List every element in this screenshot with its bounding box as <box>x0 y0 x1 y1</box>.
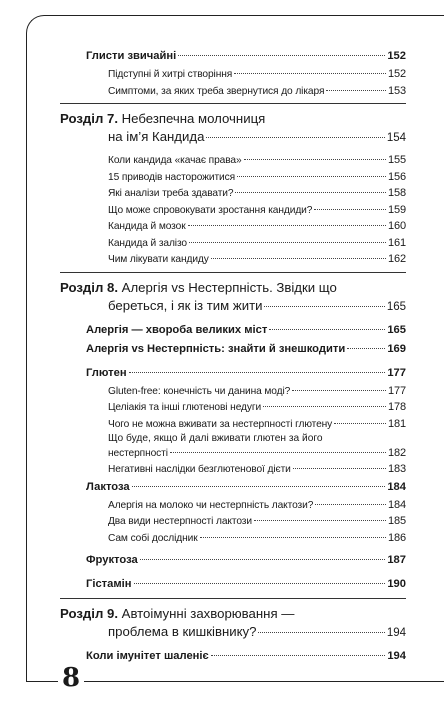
chapter-title: Алергія vs Нестерпність. Звідки що <box>121 279 337 295</box>
page-ref: 178 <box>387 401 406 413</box>
page-ref: 156 <box>387 170 406 183</box>
dot-leader <box>237 176 386 177</box>
dot-leader <box>244 159 386 160</box>
toc-entry[interactable]: Лактоза 184 <box>86 478 406 497</box>
dot-leader <box>211 655 386 656</box>
chapter-divider <box>60 272 406 273</box>
chapter-title-cont: проблема в кишківнику? <box>108 624 257 639</box>
page-ref: 186 <box>387 531 406 544</box>
page-ref: 158 <box>387 187 406 199</box>
dot-leader <box>129 372 386 373</box>
dot-leader <box>347 348 385 349</box>
toc-entry[interactable]: Алергія на молоко чи нестерпність лактози? 184 <box>108 497 406 514</box>
toc-entry[interactable]: 15 приводів насторожитися 156 <box>108 169 406 186</box>
toc-entry[interactable]: Алергія — хвороба великих міст 165 <box>86 321 406 340</box>
toc-entry[interactable]: Фруктоза 187 <box>86 551 406 570</box>
toc-entry[interactable]: Чим лікувати кандиду 162 <box>108 251 406 268</box>
dot-leader <box>334 423 386 424</box>
dot-leader <box>234 73 386 74</box>
toc-entry[interactable]: Негативні наслідки безглютенової дієти 183 <box>108 461 406 478</box>
table-of-contents <box>60 47 406 666</box>
toc-entry[interactable]: Глютен 177 <box>86 364 406 383</box>
chapter-divider <box>60 103 406 104</box>
toc-entry[interactable]: Алергія vs Нестерпність: знайти й знешкодити 169 <box>86 340 406 359</box>
toc-entry[interactable]: Чого не можна вживати за нестерпності глютену 181 <box>108 416 406 433</box>
chapter-heading[interactable] <box>60 110 406 147</box>
page-ref: 194 <box>387 650 406 662</box>
page-ref: 155 <box>387 154 406 166</box>
toc-entry[interactable]: Коли імунітет шаленіє 194 <box>86 647 406 666</box>
chapter-divider <box>60 598 406 599</box>
dot-leader <box>206 137 384 138</box>
bottom-rule <box>26 681 444 682</box>
dot-leader <box>254 520 386 521</box>
dot-leader <box>211 258 386 259</box>
page-ref: 184 <box>387 480 406 493</box>
dot-leader <box>269 329 385 330</box>
page-ref: 183 <box>387 463 406 475</box>
toc-entry[interactable]: Кандида й мозок 160 <box>108 218 406 235</box>
chapter-label: Розділ 9. <box>60 606 118 621</box>
dot-leader <box>314 209 386 210</box>
toc-entry[interactable]: Сам собі дослідник 186 <box>108 530 406 547</box>
chapter-title: Небезпечна молочниця <box>121 111 266 126</box>
dot-leader <box>235 192 385 193</box>
dot-leader <box>140 559 386 560</box>
page-ref: 160 <box>387 220 406 232</box>
page-ref: 165 <box>386 300 406 313</box>
chapter-label: Розділ 7. <box>60 111 118 126</box>
page-ref: 152 <box>387 68 406 80</box>
page-ref: 169 <box>387 342 406 355</box>
toc-entry[interactable]: Гістамін 190 <box>86 575 406 594</box>
page-ref: 194 <box>386 627 406 639</box>
dot-leader <box>263 406 386 407</box>
toc-entry[interactable]: Кандида й залізо 161 <box>108 235 406 252</box>
dot-leader <box>134 583 386 584</box>
toc-entry[interactable]: Симптоми, за яких треба звернутися до лікаря 153 <box>108 83 406 100</box>
dot-leader <box>258 632 384 633</box>
page-ref: 165 <box>387 323 406 336</box>
toc-entry[interactable]: Gluten-free: конечність чи данина моді? 177 <box>108 383 406 400</box>
toc-entry[interactable]: Що буде, якщо й далі вживати глютен за його нестерпності 182 <box>108 433 406 459</box>
dot-leader <box>326 90 386 91</box>
dot-leader <box>200 537 386 538</box>
toc-entry[interactable]: Які аналізи треба здавати? 158 <box>108 185 406 202</box>
page-ref: 184 <box>387 498 406 511</box>
page-ref: 154 <box>386 132 406 144</box>
page-ref: 177 <box>387 384 406 397</box>
page-ref: 190 <box>387 578 406 590</box>
dot-leader <box>293 468 386 469</box>
page-ref: 177 <box>387 366 406 379</box>
page-ref: 181 <box>387 417 406 430</box>
page-number: 8 <box>58 663 84 693</box>
dot-leader <box>189 242 386 243</box>
toc-entry[interactable]: Що може спровокувати зростання кандиди? 159 <box>108 202 406 219</box>
toc-entry[interactable]: Два види нестерпності лактози 185 <box>108 513 406 530</box>
page-ref: 162 <box>387 253 406 265</box>
chapter-title-cont: береться, і як із тим жити <box>108 297 263 313</box>
dot-leader <box>132 486 386 487</box>
dot-leader <box>292 390 386 391</box>
page-ref: 187 <box>387 554 406 566</box>
toc-entry[interactable]: Коли кандида «качає права» 155 <box>108 152 406 169</box>
page-ref: 185 <box>387 515 406 527</box>
page-ref: 153 <box>387 84 406 97</box>
dot-leader <box>178 55 385 56</box>
chapter-heading[interactable] <box>60 279 406 316</box>
toc-entry[interactable]: Підступні й хитрі створіння 152 <box>108 66 406 83</box>
dot-leader <box>188 225 386 226</box>
chapter-heading[interactable] <box>60 605 406 642</box>
page-ref: 159 <box>387 203 406 216</box>
toc-entry[interactable]: Целіакія та інші глютенові недуги 178 <box>108 399 406 416</box>
page-ref: 161 <box>387 236 406 249</box>
dot-leader <box>170 452 386 453</box>
dot-leader <box>264 306 384 307</box>
chapter-label: Розділ 8. <box>60 279 118 295</box>
toc-entry[interactable]: Глисти звичайні 152 <box>86 47 406 66</box>
chapter-title-cont: на ім’я Кандида <box>108 129 205 144</box>
page-ref: 182 <box>387 447 406 459</box>
page-ref: 152 <box>387 50 406 62</box>
chapter-title: Автоімунні захворювання — <box>121 606 295 621</box>
dot-leader <box>315 504 386 505</box>
